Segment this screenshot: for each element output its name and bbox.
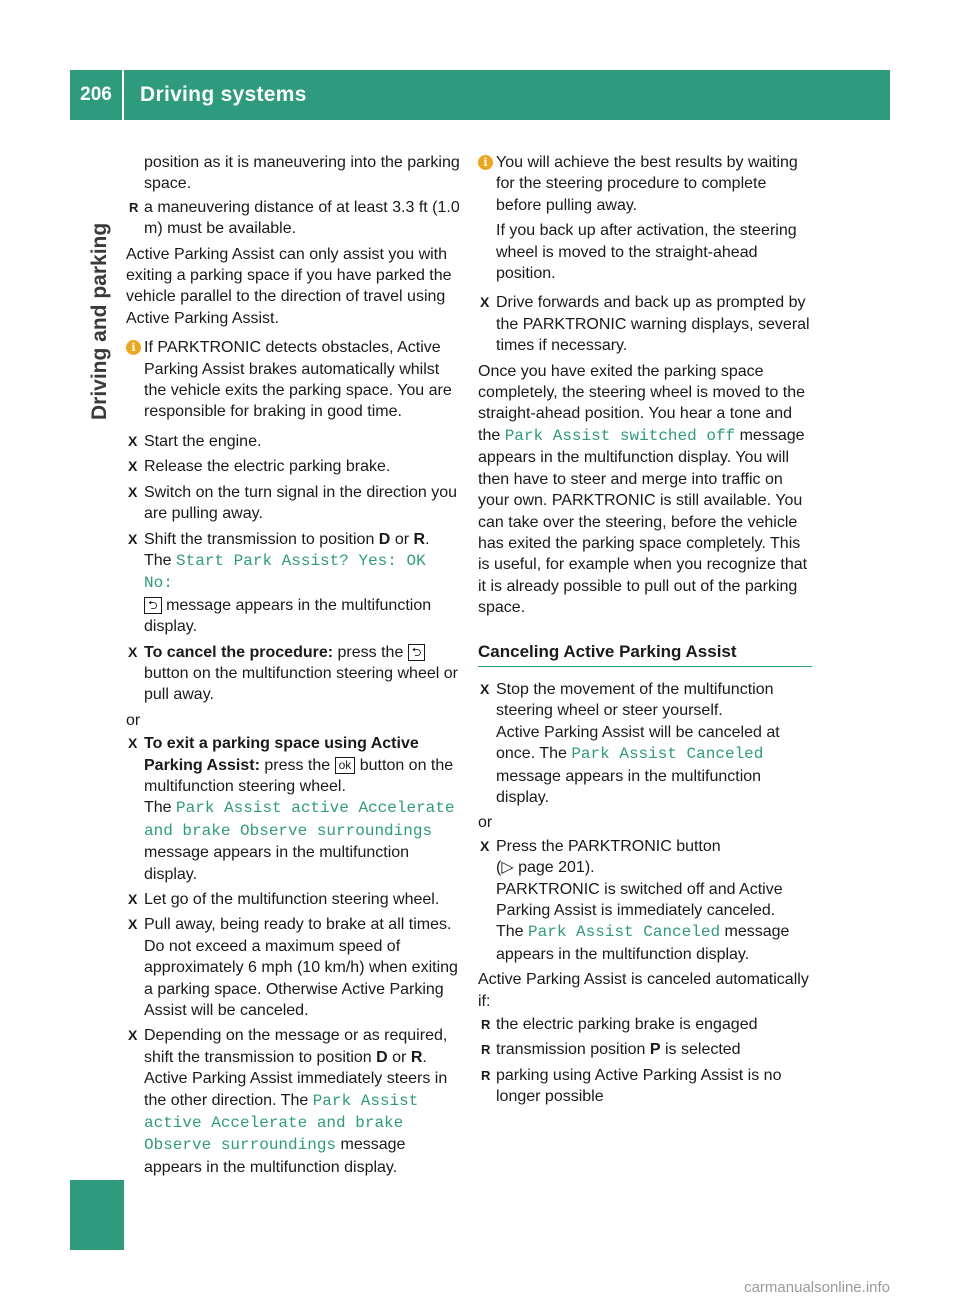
back-button-icon: ⮌	[408, 644, 426, 661]
display-message: Start Park Assist? Yes: OK No:	[144, 551, 426, 593]
paragraph: or	[478, 814, 493, 832]
step-arrow-icon: X	[128, 530, 138, 547]
display-message: Park Assist active Accelerate and brake Observe surroundings	[144, 799, 455, 840]
section-heading: Canceling Active Parking Assist	[478, 641, 812, 667]
section-title: Driving systems	[140, 83, 307, 106]
page-header	[70, 70, 890, 120]
step-item: X Depending on the message or as required, shift the transmission to position D or R. Active Parking Assist immediately steers in the other direction. The Park Assist active Accelerate and brake Observe surroundings message appears in the multifunction display.	[128, 1027, 448, 1176]
step-arrow-icon: X	[128, 891, 138, 907]
step-arrow-icon: X	[128, 735, 138, 752]
back-button-icon: ⮌	[144, 597, 162, 614]
right-column	[478, 152, 812, 1112]
step-arrow-icon: X	[128, 916, 138, 933]
paragraph: position as it is maneuvering into the parking space.	[144, 154, 460, 193]
step-arrow-icon: X	[128, 483, 138, 500]
step-item: X Let go of the multifunction steering wheel.	[126, 889, 460, 910]
info-note: i You will achieve the best results by waiting for the steering procedure to complete before pulling away. If you back up after activation, the steering wheel is moved to the straight-ahead position.	[478, 152, 812, 284]
step-item: X Start the engine.	[126, 431, 460, 452]
step-item: X Drive forwards and back up as prompted by the PARKTRONIC warning displays, several times if necessary.	[480, 294, 810, 355]
paragraph: or	[126, 711, 141, 729]
step-arrow-icon: X	[128, 458, 138, 475]
step-arrow-icon: X	[480, 680, 490, 697]
display-message: Park Assist active Accelerate and brake Observe surroundings	[144, 1091, 419, 1155]
display-message: Park Assist Canceled	[528, 923, 721, 942]
chapter-side-label: Driving and parking	[88, 222, 111, 420]
watermark: carmanualsonline.info	[744, 1279, 890, 1296]
list-item: R parking using Active Parking Assist is no longer possible	[478, 1065, 812, 1108]
step-arrow-icon: X	[128, 1027, 138, 1044]
step-item: X Release the electric parking brake.	[126, 456, 460, 477]
paragraph: Active Parking Assist is canceled automatically if:	[478, 971, 809, 1010]
step-item: X To cancel the procedure: press the ⮌ button on the multifunction steering wheel or pull away.	[128, 643, 458, 704]
page-ref-arrow-icon: ▷	[501, 859, 514, 877]
list-item: R the electric parking brake is engaged	[478, 1014, 812, 1035]
display-message: Park Assist Canceled	[571, 745, 764, 764]
page-reference-link[interactable]: page 201).	[518, 859, 595, 877]
paragraph: Active Parking Assist can only assist you with exiting a parking space if you have parked the vehicle parallel to the direction of travel using Active Parking Assist.	[126, 245, 452, 327]
left-column	[126, 152, 460, 1182]
display-message: Park Assist switched off	[504, 426, 736, 445]
step-item: X Stop the movement of the multifunction steering wheel or steer yourself. Active Parking Assist will be canceled at once. The Park Assist Canceled message appears in the multifunction display.	[480, 680, 780, 806]
step-item: X Press the PARKTRONIC button (▷ page 201). PARKTRONIC is switched off and Active Parking Assist is immediately canceled. The Park Assist Canceled message appears in the multifunction display.	[480, 837, 790, 963]
info-note	[126, 337, 460, 423]
step-item: X Shift the transmission to position D or R. The Start Park Assist? Yes: OK No: ⮌ message appears in the multifunction display.	[128, 530, 432, 636]
step-arrow-icon: X	[480, 294, 490, 311]
step-arrow-icon: X	[480, 837, 490, 854]
step-arrow-icon: X	[128, 432, 138, 449]
chapter-tab-marker	[70, 1180, 124, 1250]
page-number: 206	[70, 70, 124, 120]
info-text: If PARKTRONIC detects obstacles, Active Parking Assist brakes automatically whilst the vehicle exits the parking space. You are responsible for braking in good time.	[144, 339, 452, 421]
ok-button-icon: ok	[335, 757, 356, 774]
info-icon: i	[478, 155, 493, 170]
paragraph: Once you have exited the parking space completely, the steering wheel is moved to the straight-ahead position. You hear a tone and the Park Assist switched off message appears in the multifunction display. You will then have to steer and merge into traffic on your own. PARKTRONIC is still available. You can take over the steering, before the vehicle has exited the parking space completely. This is useful, for example when you recognize that it is already possible to pull out of the parking space.	[478, 362, 808, 617]
list-item: R a maneuvering distance of at least 3.3 ft (1.0 m) must be available.	[126, 197, 460, 240]
step-item: X Switch on the turn signal in the direction you are pulling away.	[128, 483, 458, 523]
list-item: R transmission position P is selected	[478, 1039, 812, 1060]
step-item: X Pull away, being ready to brake at all times. Do not exceed a maximum speed of approximately 6 mph (10 km/h) when exiting a parking space. Otherwise Active Parking Assist will be canceled.	[128, 916, 458, 1020]
info-icon: i	[126, 340, 141, 355]
step-item: X To exit a parking space using Active Parking Assist: press the ok button on the multifunction steering wheel. The Park Assist active Accelerate and brake Observe surroundings message appears in the multifunction display.	[128, 735, 455, 883]
step-arrow-icon: X	[128, 643, 138, 660]
